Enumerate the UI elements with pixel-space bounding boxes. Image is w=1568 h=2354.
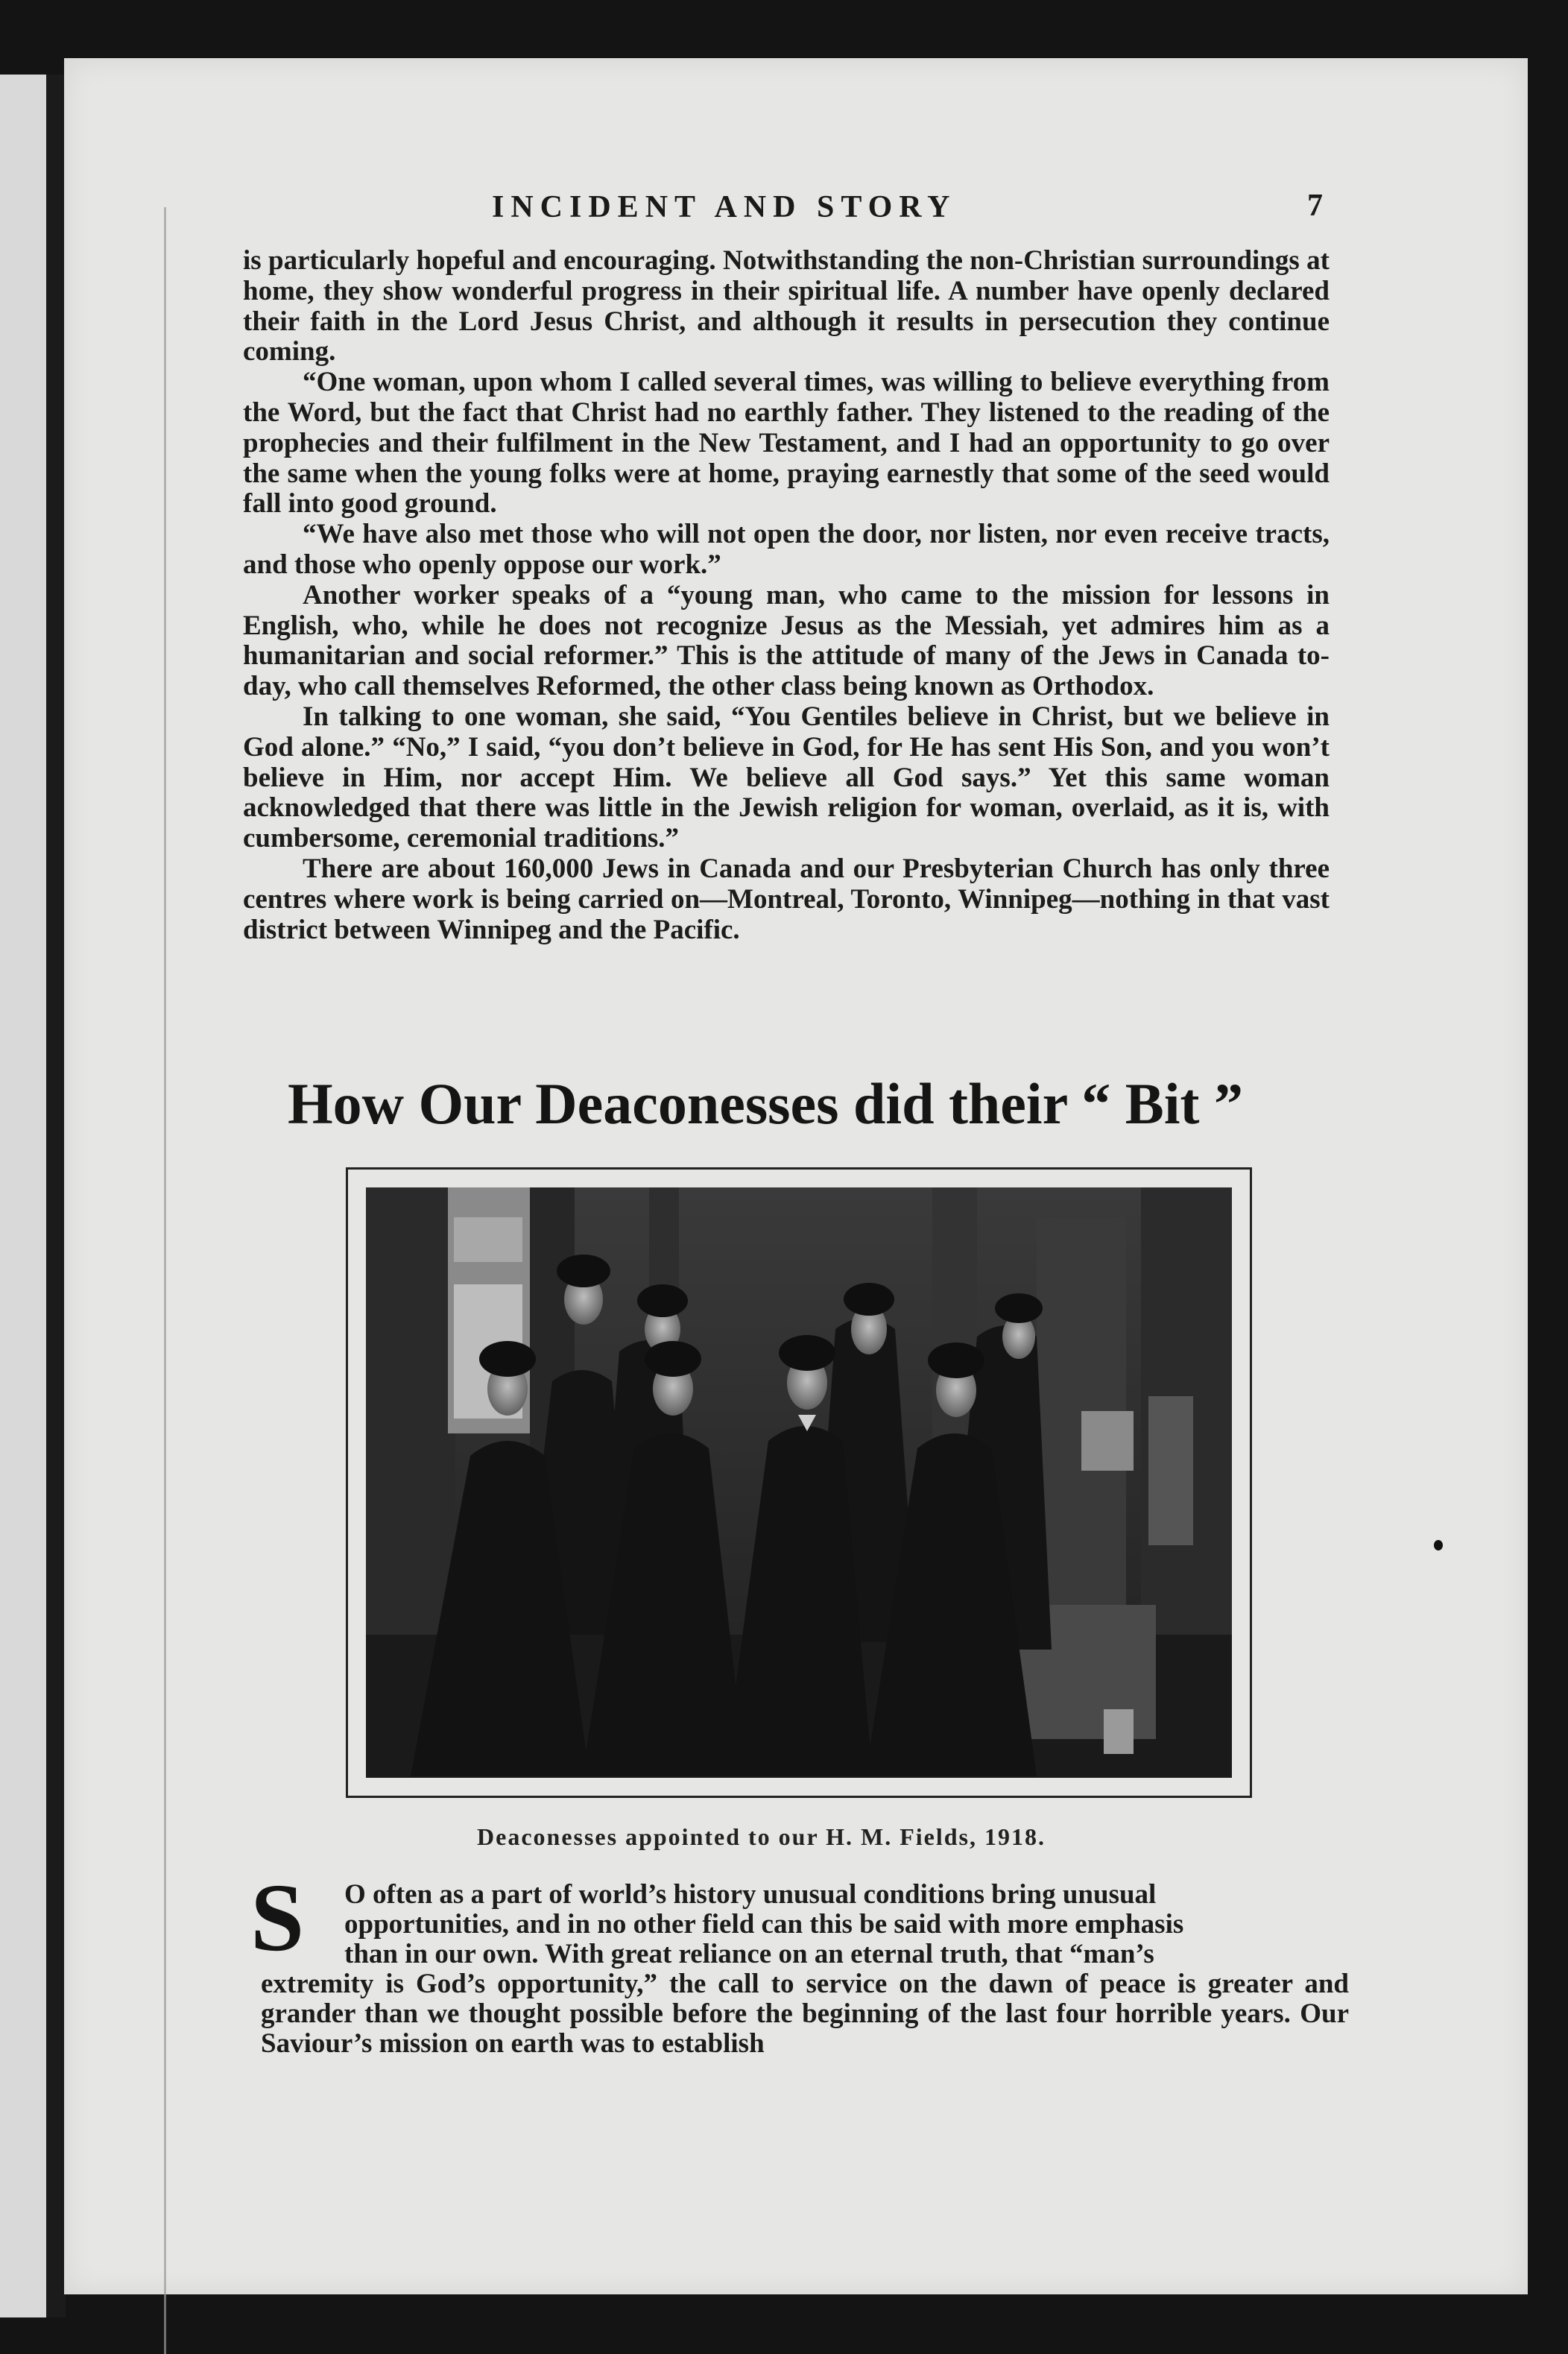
drop-cap: S — [250, 1864, 305, 1972]
group-photo-image — [366, 1187, 1232, 1778]
ink-speck — [1434, 1540, 1443, 1550]
book-gutter — [46, 75, 66, 2317]
paragraph: Another worker speaks of a “young man, who came to the mission for lessons in English, who, while he does not recognize Jesus as the Messiah, yet admires him as a humanitarian and social reformer.” This is the attitude of many of the Jews in Canada to-day, who call themselves Reformed, the other class being known as Orthodox. — [243, 579, 1330, 702]
adjacent-page-edge — [0, 75, 52, 2317]
body-text — [243, 246, 1330, 945]
paragraph: “We have also met those who will not open the door, nor listen, nor even receive tracts, and those who openly oppose our work.” — [243, 519, 1330, 580]
article-line: opportunities, and in no other field can this be said with more emphasis — [344, 1909, 1184, 1940]
section-heading: How Our Deaconesses did their “ Bit ” — [288, 1071, 1243, 1136]
photo-caption: Deaconesses appointed to our H. M. Fields, 1918. — [477, 1823, 1046, 1850]
page-number: 7 — [1307, 189, 1323, 223]
page-fold-line — [164, 207, 166, 2354]
article-line: O often as a part of world’s history unusual conditions bring unusual — [344, 1879, 1157, 1910]
paragraph: is particularly hopeful and encouraging. Notwithstanding the non-Christian surroundings at home, they show wonderful progress in their spiritual life. A number have openly declared their faith in the Lord Jesus Christ, and although it results in persecution they continue coming. — [243, 245, 1330, 367]
paragraph: “One woman, upon whom I called several times, was willing to believe everything from the Word, but the fact that Christ had no earthly father. They listened to the reading of the prophecies and their fulfilment in the New Testament, and I had an opportunity to go over the same when the young folks were at home, praying earnestly that some of the seed would fall into good ground. — [243, 367, 1330, 520]
photo-frame — [346, 1167, 1252, 1798]
group-photo — [366, 1187, 1232, 1778]
article-paragraph: extremity is God’s opportunity,” the call to service on the dawn of peace is greater and grander than we thought possible before the beginning of the last four horrible years. Our Saviour’s mission on earth was to establish — [261, 1969, 1349, 2059]
running-head: INCIDENT AND STORY — [492, 190, 957, 224]
article-line: than in our own. With great reliance on an eternal truth, that “man’s — [344, 1939, 1154, 1969]
paragraph: In talking to one woman, she said, “You Gentiles believe in Christ, but we believe in God alone.” “No,” I said, “you don’t believe in God, for He has sent His Son, and you won’t believe in Him, nor accept Him. We believe all God says.” Yet this same woman acknowledged that there was little in the Jewish religion for woman, overlaid, as it is, with cumbersome, ceremonial traditions.” — [243, 701, 1330, 854]
article-text — [261, 1880, 1349, 2059]
paragraph: There are about 160,000 Jews in Canada and our Presbyterian Church has only three centres where work is being carried on—Montreal, Toronto, Winnipeg—nothing in that vast district between Winnipeg and the Pacific. — [243, 853, 1330, 945]
